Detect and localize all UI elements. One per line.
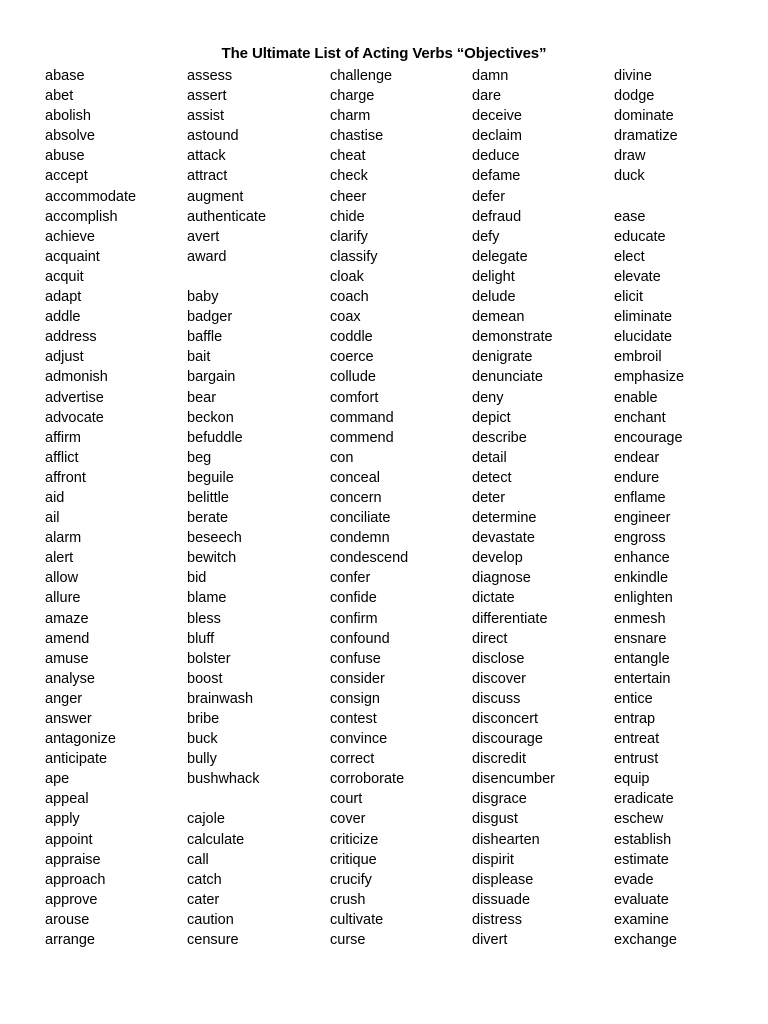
blank-line <box>187 789 266 809</box>
verb-item: demean <box>472 309 525 326</box>
verb-item: conciliate <box>330 510 391 527</box>
verb-item: draw <box>614 148 646 165</box>
verb-item: condemn <box>330 530 390 547</box>
verb-item: direct <box>472 630 508 647</box>
blank-line <box>614 187 684 207</box>
verb-item: accommodate <box>45 188 137 205</box>
verb-item: enmesh <box>614 610 666 627</box>
verb-item: antagonize <box>45 731 116 748</box>
verb-item: boost <box>187 670 223 687</box>
verb-item: defraud <box>472 208 522 225</box>
verb-item: accomplish <box>45 208 118 225</box>
verb-item: conceal <box>330 469 380 486</box>
verb-item: caution <box>187 911 234 928</box>
verb-item: beseech <box>187 530 242 547</box>
verb-item: bargain <box>187 369 236 386</box>
verb-item: answer <box>45 711 92 727</box>
verb-item: appoint <box>45 831 93 848</box>
verb-item: consign <box>330 690 380 707</box>
verb-item: curse <box>330 932 366 949</box>
verb-item: contest <box>330 711 377 727</box>
verb-item: entertain <box>614 670 671 687</box>
verb-item: enflame <box>614 489 666 506</box>
verb-item: arouse <box>45 911 90 928</box>
verb-item: consider <box>330 670 385 687</box>
verb-item: disconcert <box>472 711 539 727</box>
verb-item: enhance <box>614 550 670 567</box>
verb-column-3 <box>330 66 408 950</box>
verb-item: advertise <box>45 389 104 406</box>
verb-item: crush <box>330 891 366 908</box>
verb-column-2 <box>187 66 266 950</box>
verb-item: confuse <box>330 650 381 667</box>
verb-item: coax <box>330 309 361 326</box>
blank-line <box>187 267 266 287</box>
verb-item: cover <box>330 811 366 828</box>
verb-item: disclose <box>472 650 525 667</box>
verb-item: diagnose <box>472 570 531 587</box>
verb-item: arrange <box>45 932 95 949</box>
verb-item: evaluate <box>614 891 669 908</box>
verb-item: dramatize <box>614 128 678 145</box>
verb-item: confirm <box>330 610 378 627</box>
verb-item: eliminate <box>614 309 673 326</box>
verb-item: differentiate <box>472 610 548 627</box>
verb-item: authenticate <box>187 208 267 225</box>
verb-item: beg <box>187 449 212 466</box>
verb-item: befuddle <box>187 429 243 446</box>
verb-item: apply <box>45 811 80 828</box>
verb-item: court <box>330 791 363 808</box>
verb-item: command <box>330 409 394 426</box>
verb-item: appraise <box>45 851 101 868</box>
verb-item: endear <box>614 449 660 466</box>
verb-item: coerce <box>330 349 374 366</box>
verb-item: attract <box>187 168 228 185</box>
verb-item: attack <box>187 148 226 165</box>
verb-item: alarm <box>45 530 82 547</box>
verb-item: distress <box>472 911 522 928</box>
verb-item: censure <box>187 932 239 949</box>
verb-item: abase <box>45 68 85 84</box>
verb-item: disencumber <box>472 771 556 788</box>
verb-item: admonish <box>45 369 108 386</box>
verb-item: baby <box>187 289 219 306</box>
verb-item: entice <box>614 690 653 707</box>
verb-item: assert <box>187 88 227 105</box>
verb-item: embroil <box>614 349 662 366</box>
verb-item: establish <box>614 831 672 848</box>
verb-item: delegate <box>472 248 528 265</box>
verb-item: alert <box>45 550 74 567</box>
verb-item: assist <box>187 108 225 125</box>
verb-item: emphasize <box>614 369 685 386</box>
verb-item: accept <box>45 168 88 185</box>
verb-item: crucify <box>330 871 372 888</box>
verb-item: comfort <box>330 389 379 406</box>
verb-column-1 <box>45 66 136 950</box>
verb-column-4 <box>472 66 555 950</box>
page-title: The Ultimate List of Acting Verbs “Objectives” <box>221 45 547 62</box>
verb-item: discourage <box>472 731 543 748</box>
verb-item: bribe <box>187 711 220 727</box>
verb-item: acquit <box>45 268 84 285</box>
verb-item: calculate <box>187 831 245 848</box>
verb-item: bless <box>187 610 221 627</box>
verb-item: allure <box>45 590 81 607</box>
verb-item: collude <box>330 369 376 386</box>
verb-item: dissuade <box>472 891 531 908</box>
verb-item: delude <box>472 289 516 306</box>
verb-item: duck <box>614 168 645 185</box>
verb-item: classify <box>330 248 378 265</box>
verb-item: abuse <box>45 148 85 165</box>
verb-item: defy <box>472 228 500 245</box>
verb-item: analyse <box>45 670 95 687</box>
verb-item: affirm <box>45 429 81 446</box>
verb-item: bluff <box>187 630 215 647</box>
verb-item: baffle <box>187 329 223 346</box>
verb-item: call <box>187 851 209 868</box>
verb-item: eradicate <box>614 791 674 808</box>
verb-item: charge <box>330 88 375 105</box>
verb-item: adapt <box>45 289 82 306</box>
verb-item: bear <box>187 389 217 406</box>
verb-item: engross <box>614 530 666 547</box>
verb-item: anticipate <box>45 751 108 768</box>
verb-item: confound <box>330 630 390 647</box>
verb-item: divert <box>472 932 508 949</box>
verb-item: delight <box>472 268 515 285</box>
verb-item: approach <box>45 871 106 888</box>
verb-item: chide <box>330 208 365 225</box>
verb-item: amaze <box>45 610 89 627</box>
verb-item: dare <box>472 88 502 105</box>
verb-item: cheer <box>330 188 367 205</box>
verb-item: disgust <box>472 811 518 828</box>
verb-item: elevate <box>614 268 661 285</box>
verb-item: check <box>330 168 368 185</box>
verb-item: belittle <box>187 489 229 506</box>
verb-item: elect <box>614 248 645 265</box>
verb-item: deny <box>472 389 504 406</box>
verb-item: con <box>330 449 354 466</box>
verb-item: elicit <box>614 289 644 306</box>
verb-item: discover <box>472 670 526 687</box>
verb-item: abet <box>45 88 74 105</box>
verb-item: dominate <box>614 108 674 125</box>
verb-item: beguile <box>187 469 234 486</box>
verb-item: deduce <box>472 148 520 165</box>
verb-item: correct <box>330 751 375 768</box>
verb-item: ail <box>45 510 60 527</box>
verb-item: augment <box>187 188 244 205</box>
verb-item: coach <box>330 289 369 306</box>
verb-item: convince <box>330 731 388 748</box>
verb-item: eschew <box>614 811 664 828</box>
verb-item: bushwhack <box>187 771 260 788</box>
verb-item: dodge <box>614 88 655 105</box>
verb-item: bully <box>187 751 217 768</box>
verb-item: elucidate <box>614 329 673 346</box>
verb-item: award <box>187 248 227 265</box>
verb-item: entrap <box>614 711 656 727</box>
verb-item: amuse <box>45 650 89 667</box>
verb-item: ease <box>614 208 646 225</box>
verb-item: chastise <box>330 128 384 145</box>
verb-item: depict <box>472 409 511 426</box>
verb-item: commend <box>330 429 394 446</box>
verb-item: determine <box>472 510 537 527</box>
verb-column-5 <box>614 66 684 950</box>
verb-item: addle <box>45 309 81 326</box>
verb-item: engineer <box>614 510 671 527</box>
verb-item: achieve <box>45 228 95 245</box>
verb-item: enlighten <box>614 590 673 607</box>
verb-item: cloak <box>330 268 364 285</box>
verb-item: enable <box>614 389 658 406</box>
verb-item: damn <box>472 68 509 84</box>
verb-item: enkindle <box>614 570 669 587</box>
verb-item: denigrate <box>472 349 533 366</box>
verb-item: divine <box>614 68 652 84</box>
verb-item: devastate <box>472 530 535 547</box>
verb-item: defame <box>472 168 521 185</box>
verb-item: beckon <box>187 409 234 426</box>
verb-item: avert <box>187 228 220 245</box>
verb-item: ape <box>45 771 70 788</box>
verb-item: abolish <box>45 108 91 125</box>
verb-item: endure <box>614 469 660 486</box>
verb-item: corroborate <box>330 771 405 788</box>
verb-item: charm <box>330 108 371 125</box>
verb-item: entangle <box>614 650 670 667</box>
verb-item: develop <box>472 550 523 567</box>
verb-item: denunciate <box>472 369 543 386</box>
verb-item: affront <box>45 469 86 486</box>
verb-item: demonstrate <box>472 329 553 346</box>
verb-item: appeal <box>45 791 89 808</box>
verb-item: cajole <box>187 811 225 828</box>
verb-item: confer <box>330 570 371 587</box>
verb-item: encourage <box>614 429 683 446</box>
verb-item: cheat <box>330 148 366 165</box>
verb-item: detect <box>472 469 512 486</box>
verb-item: equip <box>614 771 650 788</box>
verb-item: assess <box>187 68 233 84</box>
verb-item: coddle <box>330 329 373 346</box>
verb-item: ensnare <box>614 630 667 647</box>
verb-item: declaim <box>472 128 522 145</box>
verb-item: buck <box>187 731 218 748</box>
verb-item: advocate <box>45 409 104 426</box>
verb-item: challenge <box>330 68 393 84</box>
verb-item: entreat <box>614 731 660 748</box>
verb-item: acquaint <box>45 248 100 265</box>
verb-item: catch <box>187 871 222 888</box>
verb-item: bait <box>187 349 211 366</box>
verb-item: afflict <box>45 449 79 466</box>
verb-item: berate <box>187 510 229 527</box>
verb-item: discredit <box>472 751 526 768</box>
verb-item: blame <box>187 590 227 607</box>
verb-item: amend <box>45 630 90 647</box>
verb-item: cater <box>187 891 220 908</box>
verb-item: bid <box>187 570 207 587</box>
verb-item: disgrace <box>472 791 527 808</box>
verb-item: approve <box>45 891 98 908</box>
verb-item: dictate <box>472 590 515 607</box>
verb-item: describe <box>472 429 527 446</box>
verb-item: astound <box>187 128 239 145</box>
verb-item: criticize <box>330 831 379 848</box>
verb-item: entrust <box>614 751 659 768</box>
verb-item: detail <box>472 449 507 466</box>
verb-item: evade <box>614 871 654 888</box>
verb-item: dispirit <box>472 851 514 868</box>
verb-item: address <box>45 329 97 346</box>
verb-item: concern <box>330 489 382 506</box>
verb-item: exchange <box>614 932 677 949</box>
verb-item: adjust <box>45 349 84 366</box>
verb-item: aid <box>45 489 65 506</box>
verb-item: critique <box>330 851 377 868</box>
verb-item: absolve <box>45 128 95 145</box>
verb-item: deceive <box>472 108 522 125</box>
verb-item: examine <box>614 911 669 928</box>
verb-item: badger <box>187 309 233 326</box>
verb-item: displease <box>472 871 534 888</box>
verb-item: brainwash <box>187 690 254 707</box>
verb-item: estimate <box>614 851 669 868</box>
verb-item: confide <box>330 590 377 607</box>
verb-item: dishearten <box>472 831 540 848</box>
verb-item: anger <box>45 690 83 707</box>
verb-item: bewitch <box>187 550 237 567</box>
verb-item: condescend <box>330 550 409 567</box>
verb-item: educate <box>614 228 666 245</box>
verb-item: deter <box>472 489 506 506</box>
verb-item: cultivate <box>330 911 384 928</box>
verb-item: clarify <box>330 228 368 245</box>
verb-item: enchant <box>614 409 666 426</box>
verb-item: discuss <box>472 690 521 707</box>
verb-item: allow <box>45 570 79 587</box>
verb-item: bolster <box>187 650 231 667</box>
verb-item: defer <box>472 188 506 205</box>
